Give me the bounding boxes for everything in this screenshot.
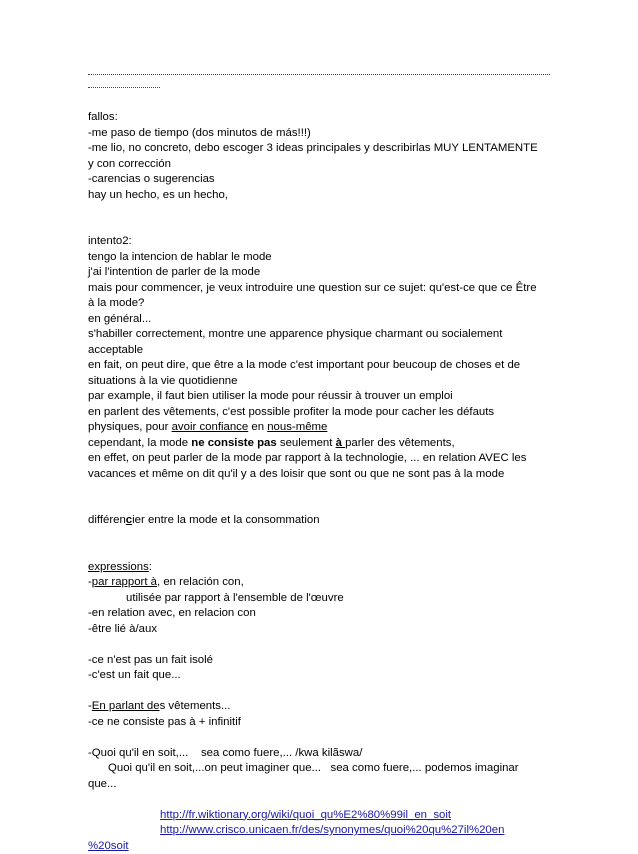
text-line: -ce n'est pas un fait isolé xyxy=(88,653,558,669)
document-body xyxy=(88,60,558,854)
intento-heading: intento2: xyxy=(88,234,558,250)
text-span: différen xyxy=(88,514,126,526)
text-line: en effet, on peut parler de la mode par rapport à la technologie, ... en relation AVEC les xyxy=(88,451,558,467)
wiktionary-link[interactable]: http://fr.wiktionary.org/wiki/quoi_qu%E2%80%99il_en_soit xyxy=(160,809,451,821)
expressions-heading: expressions xyxy=(88,561,149,573)
fallos-heading: fallos: xyxy=(88,110,558,126)
text-span: - xyxy=(88,700,92,712)
text-line: Quoi qu'il en soit,...on peut imaginer que... sea como fuere,... podemos imaginar xyxy=(88,761,558,777)
text-line: -ce ne consiste pas à + infinitif xyxy=(88,715,558,731)
dotted-separator xyxy=(88,74,550,75)
crisco-link[interactable]: http://www.crisco.unicaen.fr/des/synonymes/quoi%20qu%27il%20en xyxy=(160,824,504,836)
text-line: y con corrección xyxy=(88,157,558,173)
text-line xyxy=(88,699,558,715)
text-line: utilisée par rapport à l'ensemble de l'œuvre xyxy=(88,591,558,607)
bold-phrase: ne consiste pas xyxy=(191,437,276,449)
link-line xyxy=(88,808,558,824)
text-line: mais pour commencer, je veux introduire une question sur ce sujet: qu'est-ce que ce Être xyxy=(88,281,558,297)
text-span: - xyxy=(88,576,92,588)
text-line: par example, il faut bien utiliser la mode pour réussir à trouver un emploi xyxy=(88,389,558,405)
text-line: -me lio, no concreto, debo escoger 3 ideas principales y describirlas MUY LENTAMENTE xyxy=(88,141,558,157)
text-line: à la mode? xyxy=(88,296,558,312)
underlined-phrase: par rapport à xyxy=(92,576,157,588)
text-span: seulement xyxy=(277,437,336,449)
text-span: en xyxy=(248,421,267,433)
text-line: -carencias o sugerencias xyxy=(88,172,558,188)
fallos-section xyxy=(88,110,558,203)
text-line xyxy=(88,420,558,436)
text-span: physiques, pour xyxy=(88,421,172,433)
text-line: tengo la intencion de hablar le mode xyxy=(88,250,558,266)
text-line: j'ai l'intention de parler de la mode xyxy=(88,265,558,281)
text-line: -me paso de tiempo (dos minutos de más!!!) xyxy=(88,126,558,142)
text-line: -Quoi qu'il en soit,... sea como fuere,... /kwa kilãswa/ xyxy=(88,746,558,762)
links-section xyxy=(88,808,558,854)
text-line: -c'est un fait que... xyxy=(88,668,558,684)
text-line: acceptable xyxy=(88,343,558,359)
underlined-bold-char: à xyxy=(336,437,346,449)
text-span: : xyxy=(149,561,152,573)
text-span: , en relación con, xyxy=(157,576,244,588)
difference-line xyxy=(88,513,558,529)
text-span: cependant, la mode xyxy=(88,437,191,449)
underlined-phrase: En parlant de xyxy=(92,700,160,712)
text-line: vacances et même on dit qu'il y a des loisir que sont ou que ne sont pas à la mode xyxy=(88,467,558,483)
link-line xyxy=(88,839,558,854)
text-line xyxy=(88,436,558,452)
text-line: -en relation avec, en relacion con xyxy=(88,606,558,622)
text-line: situations à la vie quotidienne xyxy=(88,374,558,390)
underlined-bold-char: c xyxy=(126,514,132,526)
text-line: s'habiller correctement, montre une apparence physique charmant ou socialement xyxy=(88,327,558,343)
expressions-heading-line xyxy=(88,560,558,576)
text-line: en parlent des vêtements, c'est possible profiter la mode pour cacher les défauts xyxy=(88,405,558,421)
text-span: parler des vêtements, xyxy=(345,437,455,449)
intento-section xyxy=(88,234,558,482)
expressions-section xyxy=(88,560,558,793)
text-span: s vêtements... xyxy=(160,700,231,712)
text-span: ier entre la mode et la consommation xyxy=(132,514,319,526)
text-line: hay un hecho, es un hecho, xyxy=(88,188,558,204)
underlined-phrase: avoir confiance xyxy=(172,421,249,433)
text-line: -être lié à/aux xyxy=(88,622,558,638)
underlined-phrase: nous-même xyxy=(267,421,327,433)
link-line xyxy=(88,823,558,839)
text-line xyxy=(88,575,558,591)
crisco-link-continued[interactable]: %20soit xyxy=(88,840,129,852)
text-line: en fait, on peut dire, que être a la mode c'est important pour beucoup de choses et de xyxy=(88,358,558,374)
text-line: en général... xyxy=(88,312,558,328)
text-line: que... xyxy=(88,777,558,793)
